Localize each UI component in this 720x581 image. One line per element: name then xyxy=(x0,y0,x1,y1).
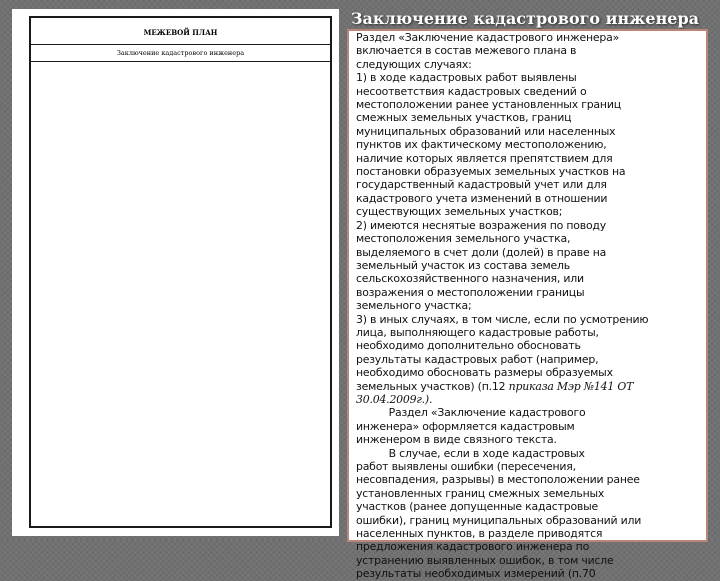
body-line: государственный кадастровый учет или для xyxy=(356,178,607,192)
body-line: кадастрового учета изменений в отношении xyxy=(356,191,608,205)
body-line: земельный участок из состава земель xyxy=(356,258,570,272)
body-line: возражения о местоположении границы xyxy=(356,285,585,299)
body-line: инженером в виде связного текста. xyxy=(356,433,557,447)
body-line: ошибки), границ муниципальных образований или xyxy=(356,513,642,527)
body-line: лица, выполняющего кадастровые работы, xyxy=(356,325,599,339)
body-line: инженера» оформляется кадастровым xyxy=(356,419,575,433)
body-line: 1) в ходе кадастровых работ выявлены xyxy=(356,71,577,85)
body-line: участков (ранее допущенные кадастровые xyxy=(356,500,599,514)
body-line-with-ref xyxy=(356,380,706,393)
body-line: местоположении ранее установленных границ xyxy=(356,98,621,112)
body-line: существующих земельных участков; xyxy=(356,205,563,219)
body-line: 3) в иных случаях, в том числе, если по усмотрению xyxy=(356,312,649,326)
body-line: несовпадения, разрывы) в местоположении ранее xyxy=(356,473,640,487)
body-line: пунктов их фактическому местоположению, xyxy=(356,138,607,152)
body-line: местоположения земельного участка, xyxy=(356,232,571,246)
body-line: Раздел «Заключение кадастрового инженера» xyxy=(356,31,620,44)
body-line: необходимо дополнительно обосновать xyxy=(356,339,581,353)
form-frame xyxy=(29,16,332,528)
body-line: наличие которых является препятствием для xyxy=(356,151,613,165)
body-line: 30.04.2009г.). xyxy=(356,392,433,406)
body-line: предложения кадастрового инженера по xyxy=(356,540,590,554)
body-line: включается в состав межевого плана в xyxy=(356,44,577,58)
body-line: 2) имеются неснятые возражения по поводу xyxy=(356,218,606,232)
body-line: результаты кадастровых работ (например, xyxy=(356,352,599,366)
form-page-image xyxy=(12,9,339,536)
body-line: земельных участков) (п.12 xyxy=(356,379,509,393)
order-reference: приказа Мэр №141 ОТ xyxy=(508,379,634,393)
body-line: устранению выявленных ошибок, в том числе xyxy=(356,553,614,567)
body-line: земельного участка; xyxy=(356,299,472,313)
body-line: работ выявлены ошибки (пересечения, xyxy=(356,460,576,473)
body-line: установленных границ смежных земельных xyxy=(356,486,605,500)
body-line: постановки образуемых земельных участков на xyxy=(356,165,626,179)
body-text xyxy=(349,31,706,581)
body-line: сельскохозяйственного назначения, или xyxy=(356,272,584,286)
slide-title: Заключение кадастрового инженера xyxy=(350,9,700,28)
form-header: МЕЖЕВОЙ ПЛАН xyxy=(31,18,330,45)
body-line: В случае, если в ходе кадастровых xyxy=(356,446,585,460)
body-line: муниципальных образований или населенных xyxy=(356,124,616,138)
body-line: несоответствия кадастровых сведений о xyxy=(356,84,587,98)
body-line: необходимо обосновать размеры образуемых xyxy=(356,366,613,380)
body-line: Раздел «Заключение кадастрового xyxy=(356,406,586,420)
body-line: выделяемого в счет доли (долей) в праве на xyxy=(356,245,607,259)
body-line: смежных земельных участков, границ xyxy=(356,111,572,125)
text-panel xyxy=(349,31,706,581)
body-line: населенных пунктов, в разделе приводятся xyxy=(356,527,603,541)
form-section-label: Заключение кадастрового инженера xyxy=(31,45,330,62)
body-line: следующих случаях: xyxy=(356,57,472,71)
body-line: результаты необходимых измерений (п.70 xyxy=(356,567,596,581)
